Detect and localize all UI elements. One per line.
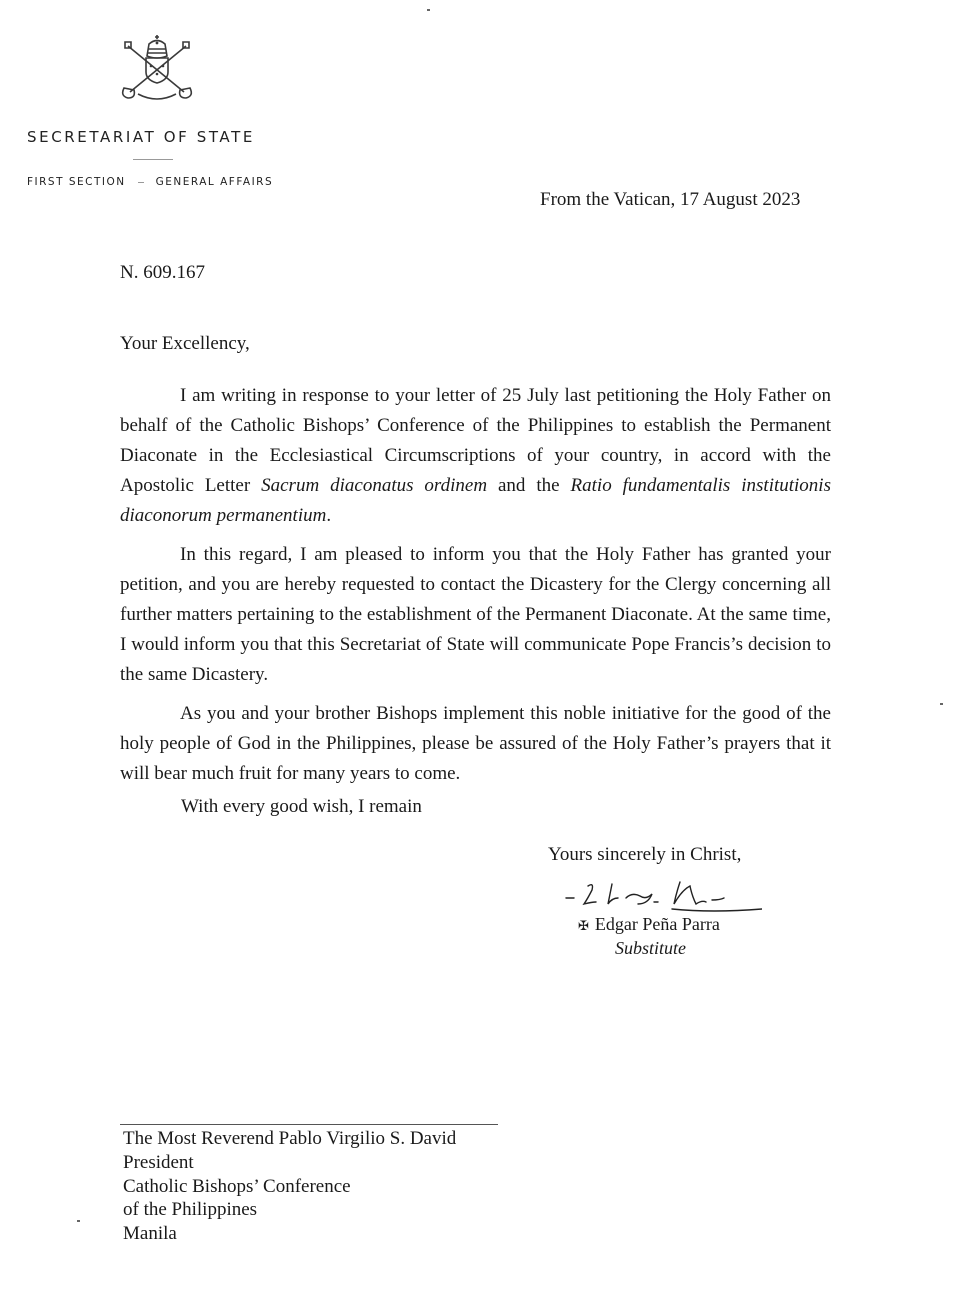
addressee-line-5: Manila	[123, 1223, 177, 1245]
signer-title: Substitute	[615, 938, 686, 958]
letterhead-divider	[133, 159, 173, 160]
episcopal-cross-icon: ✠	[578, 918, 589, 933]
scan-speck	[427, 9, 430, 11]
handwritten-signature-icon	[562, 876, 762, 916]
addressee-block	[123, 1127, 456, 1246]
p1-text-3: .	[326, 505, 332, 526]
addressee-line-2: President	[123, 1151, 194, 1173]
signer-name: Edgar Peña Parra	[594, 914, 720, 934]
reference-number: N. 609.167	[120, 262, 205, 283]
p1-italic-title-1: Sacrum diaconatus ordinem	[261, 475, 488, 496]
scan-speck	[77, 1220, 80, 1222]
p1-text-1: I am writing in response to your letter of 25 July last petitioning the Holy Father on behalf of the Catholic Bishops’ Conference of the Philippines to establish the Permanent Diaconate in the Ecclesiastical Circumscriptions of your country, in accord with the Apostolic Letter	[120, 385, 831, 496]
body-paragraph-3: As you and your brother Bishops implement this noble initiative for the good of the holy people of God in the Philippines, please be assured of the Holy Father’s prayers that it will bear much fruit for many years to come.	[120, 703, 831, 784]
subsection-label: GENERAL AFFAIRS	[155, 176, 274, 188]
body-paragraph-1	[120, 381, 831, 531]
valediction: Yours sincerely in Christ,	[548, 844, 742, 865]
section-line	[27, 176, 273, 188]
section-separator	[138, 182, 144, 183]
p1-italic-title-2: Ratio fundamentalis institutionis diaconorum permanentium	[120, 475, 831, 526]
closing-line: With every good wish, I remain	[181, 796, 422, 817]
body-paragraph-2: In this regard, I am pleased to inform you that the Holy Father has granted your petition, and you are hereby requested to contact the Dicastery for the Clergy concerning all further matters pertaining to the establishment of the Permanent Diaconate. At the same time, I would inform you that this Secretariat of State will communicate Pope Francis’s decision to the same Dicastery.	[120, 544, 831, 685]
scan-speck	[940, 703, 943, 705]
p1-text-2: and the	[487, 475, 571, 496]
date-line: From the Vatican, 17 August 2023	[540, 189, 801, 210]
addressee-divider	[120, 1124, 498, 1125]
salutation: Your Excellency,	[120, 333, 250, 354]
organization-name: SECRETARIAT OF STATE	[27, 128, 255, 146]
addressee-line-1: The Most Reverend Pablo Virgilio S. David	[123, 1128, 457, 1149]
signer-line	[578, 914, 720, 935]
addressee-line-4: of the Philippines	[123, 1199, 258, 1221]
addressee-line-3: Catholic Bishops’ Conference	[123, 1175, 351, 1197]
section-label: FIRST SECTION	[27, 176, 126, 188]
papal-coat-of-arms-icon	[118, 32, 196, 104]
